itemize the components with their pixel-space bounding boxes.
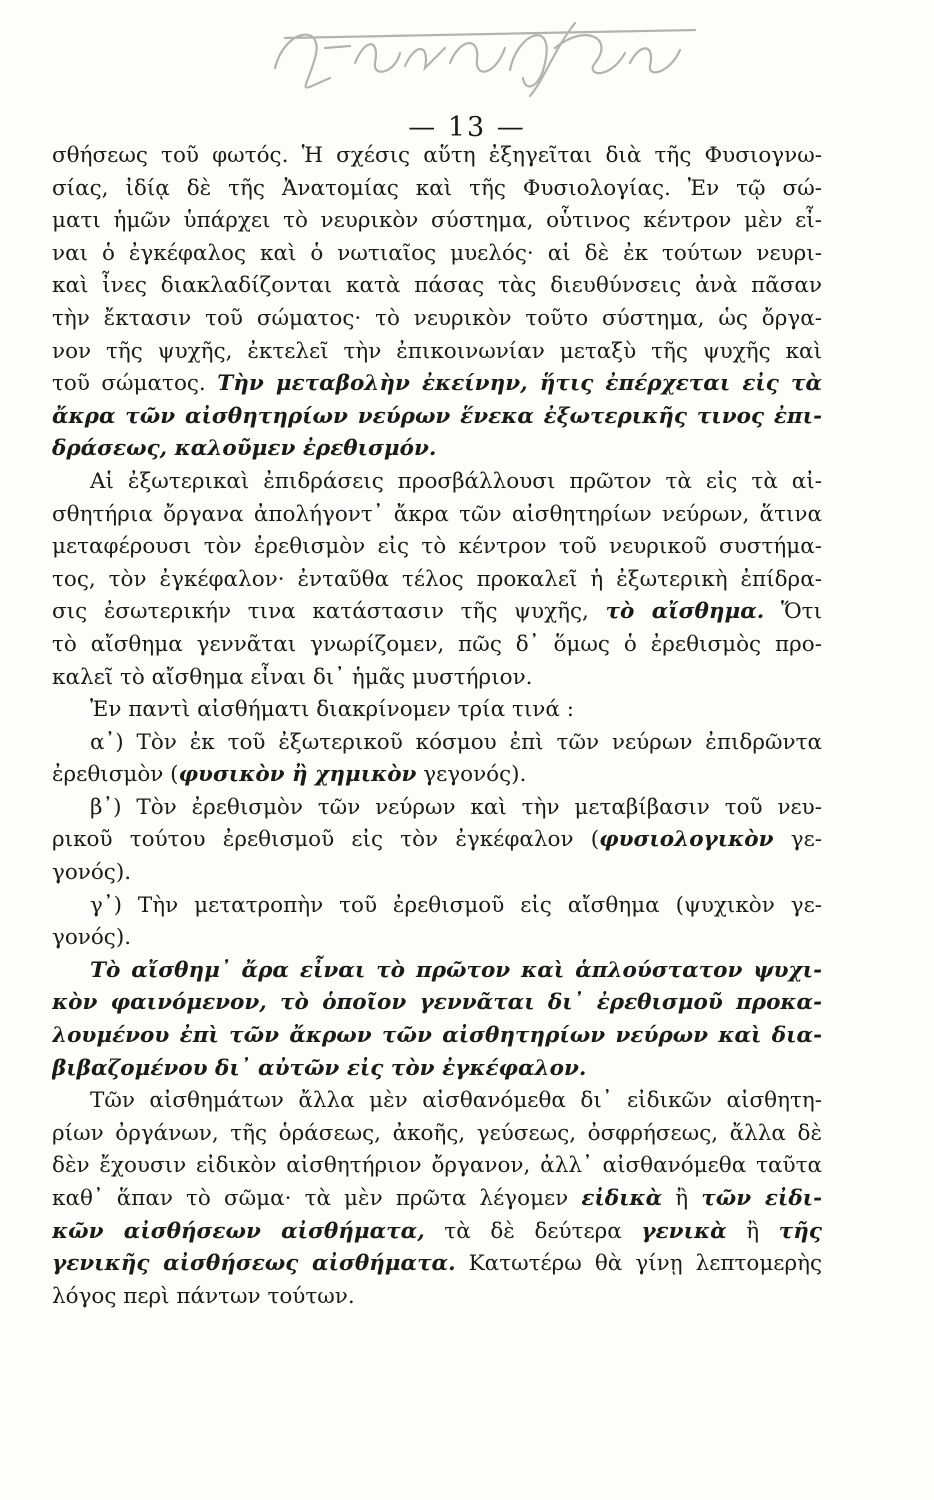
text-line: μεταφέρουσι τὸν ἐρεθισμὸν εἰς τὸ κέντρον τοῦ νευρικοῦ συστήμα-: [52, 534, 822, 560]
handwritten-signature: [255, 8, 715, 103]
emphasis-run: γενικῆς αἰσθήσεως αἰσθήματα.: [52, 1251, 456, 1277]
text-line: δράσεως, καλοῦμεν ἐρεθισμόν.: [52, 436, 437, 462]
text-run: τοῦ σώματος.: [52, 371, 218, 397]
text-run: ἐρεθισμὸν (: [52, 762, 179, 788]
emphasis-run: φυσικὸν ἢ χημικὸν: [178, 762, 417, 788]
emphasis-run: γενικὰ: [641, 1218, 727, 1244]
text-line: βιβαζομένου δι᾽ αὐτῶν εἰς τὸν ἐγκέφαλον.: [52, 1055, 587, 1081]
text-line: γονός).: [52, 860, 132, 886]
text-line: ρίων ὀργάνων, τῆς ὁράσεως, ἀκοῆς, γεύσεως, ὀσφρήσεως, ἄλλα δὲ: [52, 1120, 822, 1146]
text-line: λόγος περὶ πάντων τούτων.: [52, 1283, 355, 1309]
text-line: Τῶν αἰσθημάτων ἄλλα μὲν αἰσθανόμεθα δι᾽ εἰδικῶν αἰσθητη-: [90, 1088, 822, 1114]
text-line: [52, 759, 822, 792]
text-run: σις ἐσωτερικήν τινα κατάστασιν τῆς ψυχῆς,: [52, 599, 606, 625]
page-number: — 13 —: [408, 112, 526, 143]
text-line: [52, 824, 822, 857]
text-run: ἢ: [662, 1186, 702, 1211]
text-line: καὶ ἶνες διακλαδίζονται κατὰ πάσας τὰς διευθύνσεις ἀνὰ πᾶσαν: [52, 273, 822, 299]
text-line: τὸ αἴσθημα γεννᾶται γνωρίζομεν, πῶς δ᾽ ὅμως ὁ ἐρεθισμὸς προ-: [52, 631, 822, 657]
text-line: κὸν φαινόμενον, τὸ ὁποῖον γεννᾶται δι᾽ ἐρεθισμοῦ προκα-: [52, 990, 822, 1016]
text-line: Τὸ αἴσθημ᾽ ἄρα εἶναι τὸ πρῶτον καὶ ἁπλούστατον ψυχι-: [90, 957, 822, 983]
emphasis-run: εἰδικὰ: [581, 1186, 663, 1211]
text-line: [52, 1216, 822, 1249]
text-run: γεγονός).: [416, 762, 527, 788]
text-line: σίας, ἰδίᾳ δὲ τῆς Ἀνατομίας καὶ τῆς Φυσιολογίας. Ἐν τῷ σώ-: [52, 175, 822, 201]
text-line: Ἐν παντὶ αἰσθήματι διακρίνομεν τρία τινά :: [90, 697, 574, 723]
text-line: τος, τὸν ἐγκέφαλον· ἐνταῦθα τέλος προκαλεῖ ἡ ἐξωτερικὴ ἐπίδρα-: [52, 566, 822, 592]
page-body: [52, 140, 822, 1313]
text-line: δὲν ἔχουσιν εἰδικὸν αἰσθητήριον ὄργανον, ἀλλ᾽ αἰσθανόμεθα ταῦτα: [52, 1153, 822, 1179]
text-run: ρικοῦ τούτου ἐρεθισμοῦ εἰς τὸν ἐγκέφαλον (: [52, 827, 600, 853]
text-line: ματι ἡμῶν ὑπάρχει τὸ νευρικὸν σύστημα, οὗτινος κέντρον μὲν εἶ-: [52, 208, 822, 234]
text-run: γε-: [773, 827, 822, 853]
text-line: [52, 1248, 822, 1281]
text-line: σθητήρια ὄργανα ἀπολήγοντ᾽ ἄκρα τῶν αἰσθητηρίων νεύρων, ἅτινα: [52, 501, 822, 527]
text-line: [52, 1183, 822, 1216]
text-line: [52, 368, 822, 401]
text-line: [52, 596, 822, 629]
emphasis-run: φυσιολογικὸν: [599, 827, 774, 853]
text-line: λουμένου ἐπὶ τῶν ἄκρων τῶν αἰσθητηρίων νεύρων καὶ δια-: [52, 1023, 822, 1049]
text-run: τὰ δὲ δεύτερα: [424, 1218, 642, 1244]
text-line: τὴν ἔκτασιν τοῦ σώματος· τὸ νευρικὸν τοῦτο σύστημα, ὡς ὄργα-: [52, 305, 822, 331]
text-line: α᾽) Τὸν ἐκ τοῦ ἐξωτερικοῦ κόσμου ἐπὶ τῶν νεύρων ἐπιδρῶντα: [90, 729, 822, 755]
emphasis-run: τῆς: [778, 1218, 822, 1244]
text-line: β᾽) Τὸν ἐρεθισμὸν τῶν νεύρων καὶ τὴν μεταβίβασιν τοῦ νευ-: [90, 794, 822, 820]
text-run: Ὅτι: [764, 599, 822, 625]
emphasis-run: τὸ αἴσθημα.: [605, 599, 765, 625]
text-line: Αἱ ἐξωτερικαὶ ἐπιδράσεις προσβάλλουσι πρῶτον τὰ εἰς τὰ αἰ-: [90, 468, 822, 494]
text-run: καθ᾽ ἅπαν τὸ σῶμα· τὰ μὲν πρῶτα λέγομεν: [52, 1186, 582, 1211]
text-run: Κατωτέρω θὰ γίνῃ λεπτομερὴς: [455, 1251, 822, 1277]
text-line: καλεῖ τὸ αἴσθημα εἶναι δι᾽ ἡμᾶς μυστήριον.: [52, 664, 533, 690]
emphasis-run: κῶν αἰσθήσεων αἰσθήματα,: [52, 1218, 425, 1244]
text-line: σθήσεως τοῦ φωτός. Ἡ σχέσις αὕτη ἐξηγεῖται διὰ τῆς Φυσιογνω-: [52, 143, 822, 168]
emphasis-run: τῶν εἰδι-: [701, 1186, 822, 1211]
emphasis-run: Τὴν μεταβολὴν ἐκείνην, ἥτις ἐπέρχεται εἰς τὰ: [217, 371, 822, 397]
text-run: ἢ: [726, 1218, 779, 1244]
text-line: νον τῆς ψυχῆς, ἐκτελεῖ τὴν ἐπικοινωνίαν μεταξὺ τῆς ψυχῆς καὶ: [52, 338, 822, 364]
text-line: γονός).: [52, 925, 132, 951]
text-line: ἄκρα τῶν αἰσθητηρίων νεύρων ἕνεκα ἐξωτερικῆς τινος ἐπι-: [52, 403, 822, 429]
text-line: ναι ὁ ἐγκέφαλος καὶ ὁ νωτιαῖος μυελός· αἱ δὲ ἐκ τούτων νευρι-: [52, 240, 822, 266]
text-line: γ᾽) Τὴν μετατροπὴν τοῦ ἐρεθισμοῦ εἰς αἴσθημα (ψυχικὸν γε-: [90, 892, 822, 918]
